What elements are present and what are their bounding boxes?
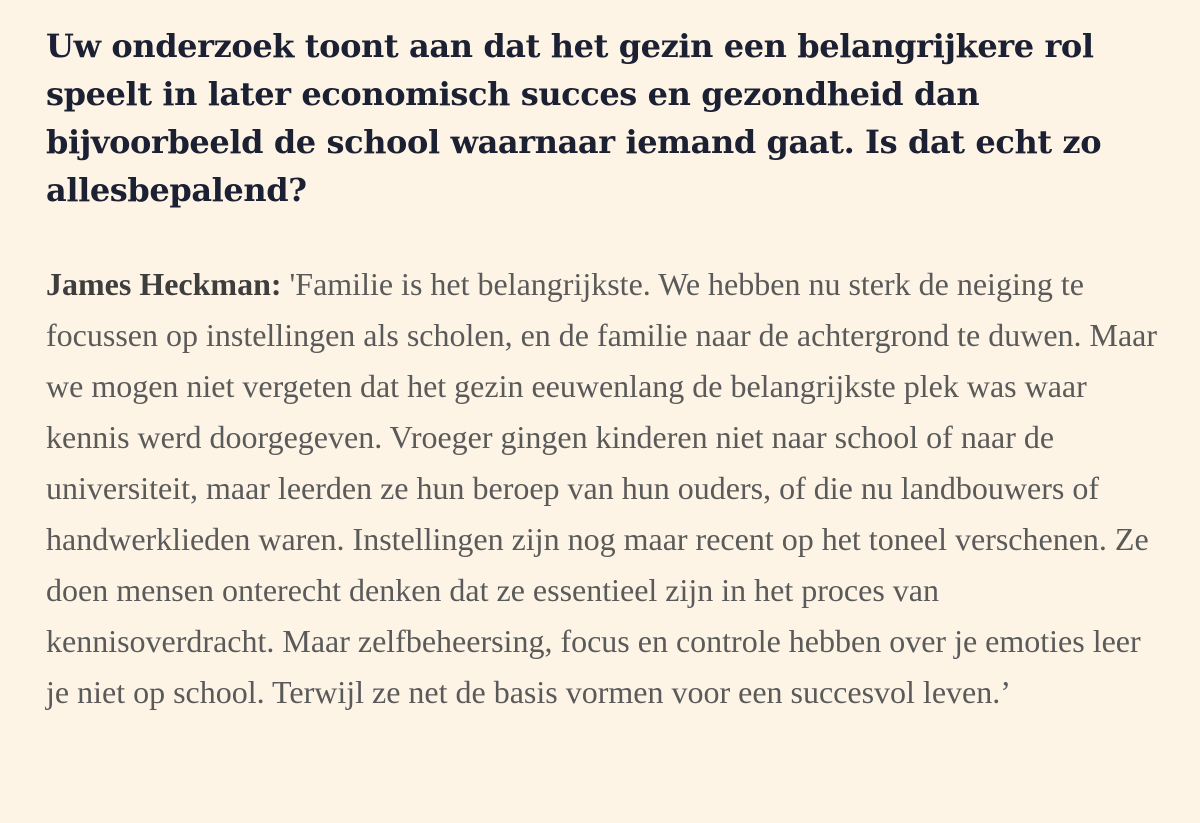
interview-question: Uw onderzoek toont aan dat het gezin een belangrijkere rol speelt in later economisch succes en gezondheid dan bijvoorbeeld de school waarnaar iemand gaat. Is dat echt zo allesbepalend? xyxy=(46,27,1102,209)
answer-text: 'Familie is het belangrijkste. We hebben nu sterk de neiging te focussen op instellingen als scholen, en de familie naar de achtergrond te duwen. Maar we mogen niet vergeten dat het gezin eeuwenlang de belangrijkste plek was waar kennis werd doorgegeven. Vroeger gingen kinderen niet naar school of naar de universiteit, maar leerden ze hun beroep van hun ouders, of die nu landbouwers of handwerklieden waren. Instellingen zijn nog maar recent op het toneel verschenen. Ze doen mensen onterecht denken dat ze essentieel zijn in het proces van kennisoverdracht. Maar zelfbeheersing, focus en controle hebben over je emoties leer je niet op school. Terwijl ze net de basis vormen voor een succesvol leven.’ xyxy=(46,266,1158,710)
interview-answer xyxy=(46,259,1166,718)
speaker-name: James Heckman: xyxy=(46,266,282,302)
